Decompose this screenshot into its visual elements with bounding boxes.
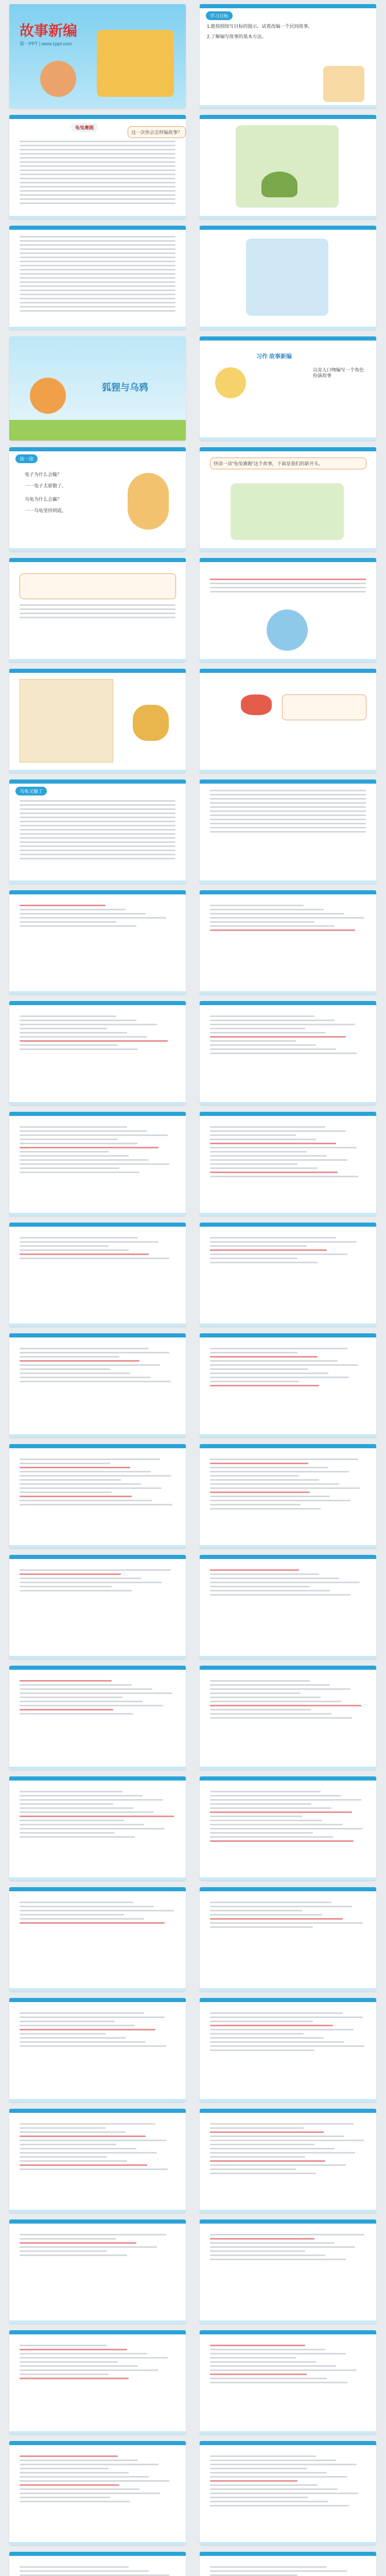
slide-bottombar <box>200 991 376 994</box>
slide-topbar <box>9 1666 186 1670</box>
answer-1: 一一兔子太骄傲了。 <box>25 483 67 488</box>
slide-text-lines <box>210 2123 366 2177</box>
slide-topbar <box>200 669 376 673</box>
content-slide <box>200 2109 376 2213</box>
slide-topbar <box>200 336 376 341</box>
question-2: 乌龟为什么会赢？ <box>25 497 62 502</box>
slide-bottombar <box>9 991 186 994</box>
grass-illustration <box>9 420 186 440</box>
slide-tortoise-scene <box>200 226 376 330</box>
slide-topbar <box>200 890 376 894</box>
fox-illustration <box>30 378 66 414</box>
content-slide <box>200 2441 376 2545</box>
cover-subtitle: 第一PPT | www.1ppt.com <box>20 41 72 46</box>
content-slide <box>200 1776 376 1880</box>
story-text-lines <box>20 800 176 862</box>
slide-text-lines <box>20 2566 176 2576</box>
slide-text-lines <box>210 1015 366 1057</box>
content-slide <box>200 1444 376 1548</box>
slide-topbar <box>200 1112 376 1116</box>
slide-bottombar <box>9 2099 186 2102</box>
slide-bottombar <box>200 659 376 662</box>
content-slide <box>200 2330 376 2434</box>
slide-topbar <box>9 2219 186 2224</box>
content-slide <box>9 2109 186 2213</box>
slide-bottombar <box>200 2320 376 2324</box>
slide-text-lines <box>20 2123 176 2173</box>
slide-topbar <box>9 447 186 451</box>
story-text-lines <box>20 236 176 314</box>
slide-bottombar <box>9 2320 186 2324</box>
content-slide <box>200 1887 376 1991</box>
slide-text-lines <box>20 1902 176 1926</box>
slide-story-1 <box>9 558 186 662</box>
tortoise-prompt: 这一次你会怎样编故事？ <box>128 126 186 138</box>
slide-bottombar <box>9 327 186 330</box>
slide-bottombar <box>9 770 186 773</box>
slide-bottombar <box>9 1434 186 1437</box>
content-slide <box>9 1776 186 1880</box>
slide-topbar <box>9 1776 186 1781</box>
tortoise-text-lines <box>20 141 176 207</box>
slide-topbar <box>9 1001 186 1005</box>
slide-topbar <box>200 115 376 119</box>
slide-topbar <box>9 1112 186 1116</box>
children-illustration <box>323 66 364 102</box>
slide-topbar <box>9 1887 186 1891</box>
content-slide <box>200 1001 376 1105</box>
slide-bottombar <box>9 1877 186 1880</box>
content-slide <box>200 1223 376 1327</box>
slide-bottombar <box>9 659 186 662</box>
slide-cover <box>9 4 186 108</box>
content-slide <box>200 1112 376 1216</box>
slide-bottombar <box>9 880 186 884</box>
slide-topbar <box>200 1333 376 1337</box>
question-1: 兔子为什么会输？ <box>25 472 62 477</box>
slide-text-lines <box>210 1791 366 1844</box>
slide-bottombar <box>9 1102 186 1105</box>
slide-bottombar <box>200 1102 376 1105</box>
slide-topbar <box>200 2552 376 2556</box>
slide-mood-2 <box>200 779 376 884</box>
slide-text-lines <box>210 1569 366 1598</box>
slide-bottombar <box>200 1213 376 1216</box>
slide-text-lines <box>20 2345 176 2382</box>
story-text-lines <box>210 790 366 835</box>
content-slide <box>9 1444 186 1548</box>
slide-text-lines <box>20 2455 176 2505</box>
content-slide <box>9 890 186 994</box>
slide-tortoise-text <box>9 115 186 219</box>
slide-topbar <box>9 2109 186 2113</box>
content-slide <box>200 890 376 994</box>
slide-topbar <box>9 1333 186 1337</box>
slide-bottombar <box>200 1434 376 1437</box>
content-slide <box>9 1223 186 1327</box>
slide-bottombar <box>200 1545 376 1548</box>
slide-bottombar <box>9 2210 186 2213</box>
slide-topbar <box>200 4 376 8</box>
scene-illustration <box>246 239 328 316</box>
slide-bottombar <box>9 1767 186 1770</box>
slide-text-lines <box>210 1126 366 1180</box>
slide-text-lines <box>20 1459 176 1508</box>
slide-bottombar <box>9 1213 186 1216</box>
slide-topbar <box>9 2552 186 2556</box>
slide-topbar <box>9 1223 186 1227</box>
slide-bottombar <box>200 105 376 108</box>
content-slide <box>9 1555 186 1659</box>
slide-topbar <box>200 2330 376 2334</box>
slide-topbar <box>200 1666 376 1670</box>
content-slide <box>200 1333 376 1437</box>
tortoise-illustration <box>261 172 297 197</box>
review-prompt: 快读一读“龟兔赛跑”这个故事，下面是我们的新开头。 <box>210 457 366 469</box>
slide-topbar <box>200 2219 376 2224</box>
slide-text-lines <box>210 1348 366 1389</box>
slide-bottombar <box>200 1656 376 1659</box>
slide-text-lines <box>210 1680 366 1721</box>
slide-bottombar <box>9 1988 186 1991</box>
slide-topbar <box>9 890 186 894</box>
content-slide <box>9 1998 186 2102</box>
content-slide <box>9 2441 186 2545</box>
slide-topbar <box>9 779 186 784</box>
task-note: 以旁人口吻编写一个角色扮演故事 <box>313 367 364 379</box>
task-label: 习作 故事新编 <box>256 353 292 360</box>
content-slide <box>200 1555 376 1659</box>
slide-bottombar <box>9 2542 186 2545</box>
content-slide <box>9 2219 186 2324</box>
slide-text-lines <box>20 1791 176 1840</box>
tortoise-illustration <box>133 705 169 741</box>
mood-title: 乌龟又输了 <box>15 787 47 795</box>
story-text-lines <box>210 579 366 595</box>
slide-text-lines <box>210 2455 366 2509</box>
slide-text-lines <box>20 2012 176 2049</box>
slide-bottombar <box>9 1324 186 1327</box>
content-slide <box>200 1666 376 1770</box>
slide-text-lines <box>20 1348 176 1385</box>
slide-topbar <box>200 1223 376 1227</box>
story-text-lines <box>20 604 176 621</box>
answer-2: 一一乌龟坚持到底。 <box>25 508 67 513</box>
slide-topbar <box>9 1998 186 2002</box>
slide-bottombar <box>200 1767 376 1770</box>
slide-bottombar <box>200 770 376 773</box>
slide-bottombar <box>200 880 376 884</box>
slide-topbar <box>200 1887 376 1891</box>
race-illustration <box>231 483 344 540</box>
slide-fox-crow <box>9 336 186 440</box>
slide-bottombar <box>9 2431 186 2434</box>
slide-topbar <box>200 1555 376 1559</box>
slide-text-lines <box>210 1237 366 1266</box>
slide-text-lines <box>210 1902 366 1930</box>
slide-text-lines <box>20 1569 176 1594</box>
slide-tortoise-illustration <box>200 115 376 219</box>
slide-story-4 <box>200 669 376 773</box>
slide-topbar <box>200 1444 376 1448</box>
crab-illustration <box>241 694 272 715</box>
slide-topbar <box>9 2330 186 2334</box>
objective-2: 2.了解编写故事的基本方法。 <box>207 34 267 39</box>
slide-topbar <box>9 115 186 119</box>
story-panel <box>20 679 113 762</box>
content-slide <box>9 2330 186 2434</box>
slide-story-3 <box>9 669 186 773</box>
slide-text-lines <box>210 2012 366 2054</box>
content-slide <box>9 2552 186 2576</box>
content-slide <box>9 1001 186 1105</box>
slide-topbar <box>9 226 186 230</box>
content-slide <box>9 1887 186 1991</box>
content-slide <box>9 1666 186 1770</box>
slide-mood <box>9 779 186 884</box>
slide-bottombar <box>200 548 376 551</box>
globe-illustration <box>267 609 308 651</box>
cover-title: 故事新编 <box>20 22 78 39</box>
content-slide <box>9 1333 186 1437</box>
slide-topbar <box>200 226 376 230</box>
slide-topbar <box>9 1555 186 1559</box>
slide-task <box>200 336 376 440</box>
slide-bottombar <box>200 2431 376 2434</box>
slide-text-lines <box>210 2234 366 2263</box>
content-slide <box>200 2552 376 2576</box>
slide-bottombar <box>200 1877 376 1880</box>
slide-questions <box>9 447 186 551</box>
slide-text-lines <box>210 1459 366 1512</box>
objective-1: 1.能按照续写目标的提示，试着改编一个民间故事。 <box>207 24 313 29</box>
content-slide <box>9 1112 186 1216</box>
slide-topbar <box>200 558 376 562</box>
slide-topbar <box>9 669 186 673</box>
slide-bottombar <box>200 216 376 219</box>
slide-objectives <box>200 4 376 108</box>
slide-tortoise-text-2 <box>9 226 186 330</box>
slide-topbar <box>9 558 186 562</box>
slide-text-lines <box>20 1237 176 1262</box>
slide-bottombar <box>200 2210 376 2213</box>
slide-topbar <box>200 447 376 451</box>
slide-topbar <box>200 1776 376 1781</box>
slide-review <box>200 447 376 551</box>
slide-text-lines <box>210 905 366 934</box>
slide-bottombar <box>200 1988 376 1991</box>
fox-crow-title: 狐狸与乌鸦 <box>102 382 148 393</box>
slide-text-lines <box>20 1680 176 1717</box>
slide-bottombar <box>9 1545 186 1548</box>
slide-topbar <box>200 779 376 784</box>
story-bubble <box>282 694 366 720</box>
slide-topbar <box>200 2441 376 2445</box>
rabbit-illustration <box>128 473 169 530</box>
slide-story-2 <box>200 558 376 662</box>
slide-bottombar <box>9 548 186 551</box>
slide-topbar <box>200 1001 376 1005</box>
book-illustration <box>97 30 174 97</box>
slide-bottombar <box>200 2099 376 2102</box>
slide-text-lines <box>20 1015 176 1053</box>
slide-text-lines <box>20 1126 176 1176</box>
slide-bottombar <box>200 1324 376 1327</box>
content-slide <box>200 2219 376 2324</box>
slide-bottombar <box>9 216 186 219</box>
slide-bottombar <box>9 1656 186 1659</box>
slide-text-lines <box>20 2234 176 2259</box>
slide-bottombar <box>200 2542 376 2545</box>
slide-topbar <box>9 1444 186 1448</box>
tortoise-heading: 龟兔赛跑 <box>71 123 98 132</box>
sun-illustration <box>215 367 246 398</box>
slide-topbar <box>9 2441 186 2445</box>
slide-bottombar <box>200 327 376 330</box>
slide-text-lines <box>210 2566 366 2576</box>
questions-pill: 读一读 <box>15 454 38 463</box>
content-slide <box>200 1998 376 2102</box>
objectives-pill: 学习目标 <box>206 11 233 20</box>
slide-topbar <box>200 2109 376 2113</box>
slide-text-lines <box>210 2345 366 2386</box>
story-bubble <box>20 573 176 599</box>
slide-bottombar <box>200 437 376 440</box>
kid-illustration <box>40 61 76 97</box>
slide-text-lines <box>20 905 176 929</box>
slide-topbar <box>200 1998 376 2002</box>
